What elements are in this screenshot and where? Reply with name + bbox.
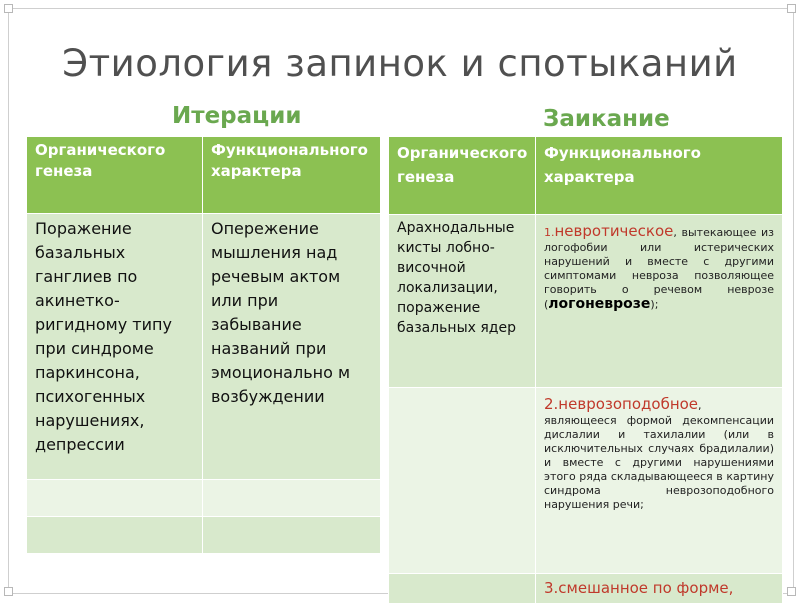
left-header-functional: Функционального характера (203, 137, 381, 214)
item2-comma: , (698, 399, 702, 412)
right-cell-neurosis-like (536, 388, 783, 574)
right-header-functional: Функционального характера (536, 137, 783, 215)
right-empty-cell (389, 388, 536, 574)
left-cell-functional: Опережение мышления над речевым актом или при забывание названий при эмоционально м возбуждении (203, 214, 381, 480)
item1-number: 1. (544, 226, 555, 239)
left-empty-cell (203, 480, 381, 517)
item1-end: ); (650, 298, 659, 311)
right-header-organic: Органического генеза (389, 137, 536, 215)
item2-description: являющееся формой декомпенсации дислалии и тахилалии (или в исключительных случаях брадилалии) и вместе с другими нарушениями этого ряда складывающееся в картину синдрома неврозоподобного нарушения речи; (544, 414, 774, 511)
right-cell-mixed (536, 574, 783, 604)
right-cell-neurotic (536, 215, 783, 388)
slide-title: Этиология запинок и спотыканий (62, 42, 738, 85)
left-subtitle: Итерации (172, 103, 302, 129)
left-empty-cell (203, 517, 381, 554)
left-empty-cell (27, 480, 203, 517)
iterations-table (26, 136, 381, 554)
item2-name: 2.неврозоподобное (544, 395, 699, 413)
left-empty-cell (27, 517, 203, 554)
right-subtitle: Заикание (543, 106, 670, 132)
left-cell-organic: Поражение базальных ганглиев по акинетко-ригидному типу при синдроме паркинсона, психогенных нарушениях, депрессии (27, 214, 203, 480)
stuttering-table (388, 136, 783, 604)
item1-name: невротическое (554, 222, 674, 240)
corner-handle-tl[interactable] (4, 4, 13, 13)
item3-name: 3.смешанное по форме, (544, 579, 734, 597)
right-cell-organic: Арахнодальные кисты лобно-височной локализации, поражение базальных ядер (389, 215, 536, 388)
corner-handle-br[interactable] (787, 587, 796, 596)
corner-handle-tr[interactable] (787, 4, 796, 13)
item1-comma: , (673, 226, 677, 239)
item1-description: вытекающее из логофобии или истерических нарушений и вместе с другими симптомами невроза позволяющее говорить о речевом неврозе ( (544, 226, 774, 311)
right-empty-cell (389, 574, 536, 604)
item1-term: логоневрозе (548, 296, 651, 312)
corner-handle-bl[interactable] (4, 587, 13, 596)
left-header-organic: Органического генеза (27, 137, 203, 214)
